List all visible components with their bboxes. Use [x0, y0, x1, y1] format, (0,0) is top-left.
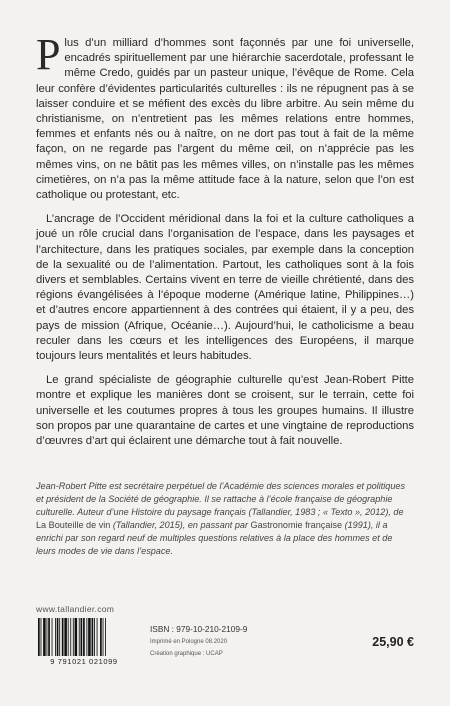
barcode-bar: [59, 618, 60, 656]
barcode-bar: [41, 618, 42, 656]
paragraph-3: Le grand spécialiste de géographie culturelle qu’est Jean-Robert Pitte montre et explique les manières dont se croisent, sur le terrain, cette foi universelle et les coutumes propres à tous les groupes humains. Il illustre son propos par une quarantaine de cartes et une vingtaine de reproductions d’œuvres d’art qui éclairent une démarche tout à fait nouvelle.: [36, 374, 414, 448]
printed-info: Imprimé en Pologne 08.2020: [150, 639, 228, 645]
bio-title-2: Gastronomie française: [250, 520, 345, 531]
barcode-bar: [52, 618, 53, 656]
barcode-bar: [38, 618, 40, 656]
drop-cap: P: [36, 30, 61, 79]
barcode-bar: [92, 618, 94, 656]
barcode-bar: [55, 618, 56, 656]
barcode-bar: [48, 618, 50, 656]
barcode-number: 9 791021 021099: [50, 657, 118, 666]
barcode-bar: [88, 618, 91, 656]
author-bio: [36, 480, 414, 559]
bio-title-1: La Bouteille de vin: [36, 520, 113, 531]
bio-text-2: (Tallandier, 2015), en passant par: [112, 520, 251, 531]
paragraph-1-text: lus d’un milliard d’hommes sont façonnés par une foi universelle, encadrés spirituellement par une hiérarchie sacerdotale, professant le même Credo, guidés par un pasteur unique, l’évêque de Rome. Cela leur confère d’évidentes particularités culturelles : ils ne répugnent pas à se laisser conduire et se méfient des excès du libre arbitre. Au sein même du christianisme, on n’entretient pas les mêmes relations entre hommes, femmes et enfants nés ou à naître, on ne dort pas tout à fait de la même façon, on ne regarde pas l’argent du même œil, on n’apprécie pas les mêmes vins, on ne bâtit pas les mêmes villes, on n’installe pas les mêmes cimetières, on n’a pas la même attitude face à la nature, selon que l’on est catholique ou protestant, etc.: [36, 37, 414, 202]
barcode-bar: [57, 618, 59, 656]
barcode-bar: [68, 618, 69, 656]
barcode-bar: [73, 618, 74, 656]
barcode-bar: [105, 618, 106, 656]
blurb: [36, 30, 414, 458]
barcode-bar: [97, 618, 98, 656]
publisher-url: www.tallandier.com: [36, 604, 115, 614]
barcode-bar: [70, 618, 71, 656]
bio-text-1: Jean-Robert Pitte est secrétaire perpétuel de l’Académie des sciences morales et politiques et président de la Société de géographie. Il se rattache à l’école française de géographie culturelle. Auteur d’une Histoire du paysage français (Tallandier, 1983 ; « Texto », 2012), de: [36, 481, 405, 518]
isbn: ISBN : 979-10-210-2109-9: [150, 624, 248, 634]
barcode-block: [36, 618, 132, 666]
barcode-bar: [86, 618, 87, 656]
paragraph-2: L’ancrage de l’Occident méridional dans la foi et la culture catholiques a joué un rôle crucial dans l’organisation de l’espace, dans les paysages et l’architecture, dans les pratiques sociales, par exemple dans la conception de la sexualité ou de l’alimentation. Partout, les catholiques sont à la fois divers et semblables. Certains vivent en terre de vieille chrétienté, dans des régions évangélisées à l’époque moderne (Amérique latine, Philippines…) et d’autres encore appartiennent à des contrées qui étaient, il y a peu, des pays de mission (Afrique, Océanie…). Aujourd’hui, le catholicisme a beau reculer dans les cœurs et les intelligences des Européens, il marque toujours leurs mentalités et leurs habitudes.: [36, 213, 414, 363]
design-credit: Création graphique : UCAP: [150, 651, 223, 657]
barcode-bar: [43, 618, 46, 656]
barcode-bar: [79, 618, 80, 656]
barcode-bar: [64, 618, 67, 656]
barcode-bar: [100, 618, 102, 656]
paragraph-1: [36, 30, 414, 203]
barcode-bar: [47, 618, 48, 656]
price: 25,90 €: [372, 635, 414, 649]
barcode-bar: [75, 618, 78, 656]
bio-text-3: (1991), il a enrichi par son regard neuf de multiples questions relatives à la place des hommes et de leurs modes de vie dans l’espace.: [36, 520, 393, 557]
barcode: [36, 618, 132, 656]
barcode-bar: [103, 618, 104, 656]
barcode-bar: [62, 618, 64, 656]
barcode-bar: [94, 618, 95, 656]
barcode-bar: [83, 618, 85, 656]
barcode-bar: [81, 618, 83, 656]
